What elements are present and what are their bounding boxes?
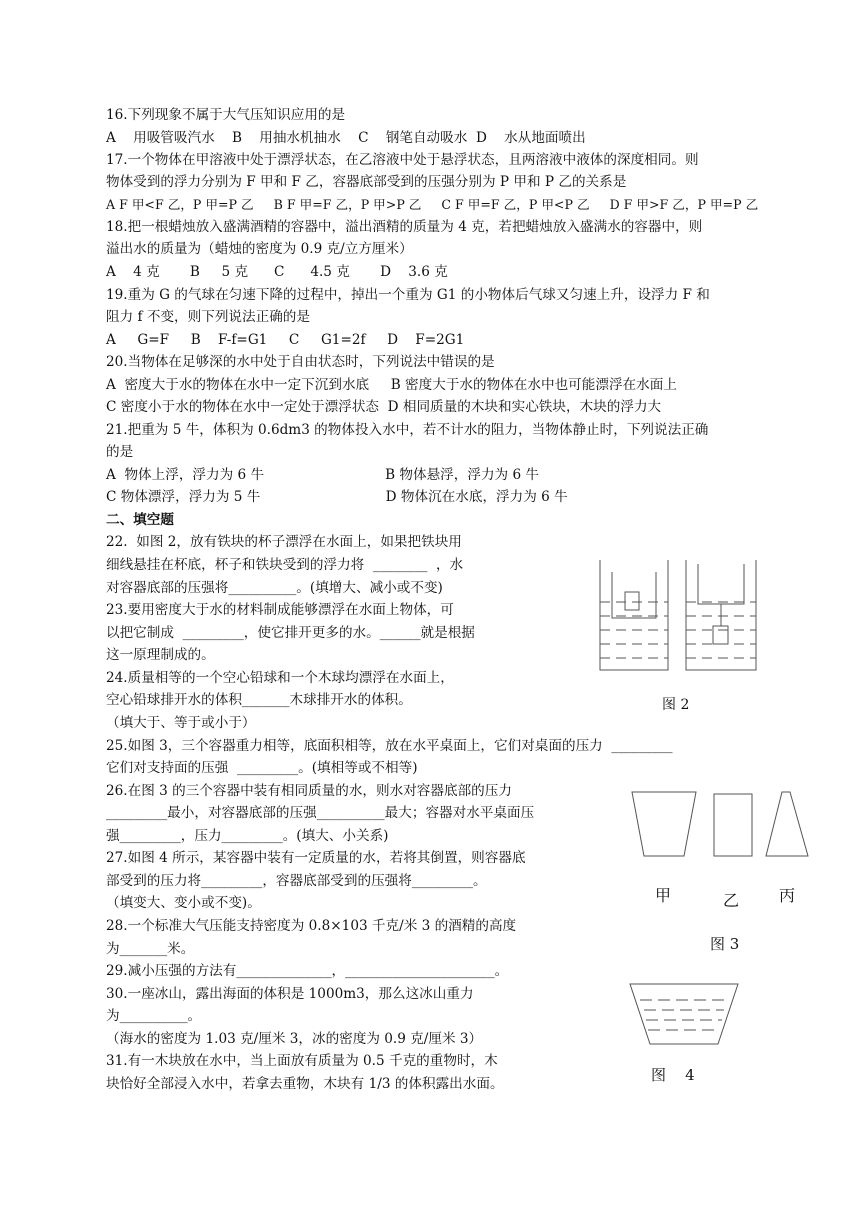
figure-2-diagram (594, 558, 766, 674)
text-line: 溢出水的质量为（蜡烛的密度为 0.9 克/立方厘米） (106, 241, 413, 257)
text-line: （填变大、变小或不变)。 (106, 895, 261, 911)
text-line: 25.如图 3，三个容器重力相等，底面积相等，放在水平桌面上，它们对桌面的压力 _________ (106, 738, 673, 754)
text-line: 28.一个标准大气压能支持密度为 0.8×103 千克/米 3 的酒精的高度 (106, 918, 517, 934)
text-line: 这一原理制成的。 (106, 647, 215, 663)
text-line: （海水的密度为 1.03 克/厘米 3，冰的密度为 0.9 克/厘米 3） (106, 1031, 483, 1047)
text-line: C 密度小于水的物体在水中一定处于漂浮状态 D 相同质量的木块和实心铁块，木块的浮力大 (106, 399, 662, 415)
text-line: 17.一个物体在甲溶液中处于漂浮状态，在乙溶液中处于悬浮状态，且两溶液中液体的深度相同。则 (106, 152, 699, 168)
text-line: 23.要用密度大于水的材料制成能够漂浮在水面上物体，可 (106, 602, 454, 618)
text-line: 27.如图 4 所示，某容器中装有一定质量的水，若将其倒置，则容器底 (106, 850, 526, 866)
figure-3-diagram (630, 788, 812, 862)
text-line: 20.当物体在足够深的水中处于自由状态时，下列说法中错误的是 (106, 354, 495, 370)
text-line: 以把它制成 _________，使它排开更多的水。______就是根据 (106, 625, 475, 641)
container-label-jia: 甲 (655, 886, 672, 905)
text-line: A 用吸管吸汽水 B 用抽水机抽水 C 钢笔自动吸水 D 水从地面喷出 (106, 130, 586, 146)
figure-4-caption: 图 4 (651, 1066, 695, 1084)
text-line: 30.一座冰山，露出海面的体积是 1000m3，那么这冰山重力 (106, 986, 474, 1002)
text-line: 细线悬挂在杯底，杯子和铁块受到的浮力将 ________ ，水 (106, 557, 464, 573)
text-line: A 密度大于水的物体在水中一定下沉到水底 B 密度大于水的物体在水中也可能漂浮在水面上 (106, 377, 677, 393)
text-line: A 4 克 B 5 克 C 4.5 克 D 3.6 克 (106, 264, 448, 280)
text-line: A 物体上浮，浮力为 6 牛 B 物体悬浮，浮力为 6 牛 (106, 467, 540, 483)
text-line: 部受到的压力将_________，容器底部受到的压强将_________。 (106, 873, 487, 889)
text-line: 块恰好全部浸入水中，若拿去重物，木块有 1/3 的体积露出水面。 (106, 1076, 504, 1092)
text-line: 18.把一根蜡烛放入盛满酒精的容器中，溢出酒精的质量为 4 克，若把蜡烛放入盛满水的容器中，则 (106, 219, 703, 235)
text-line: 26.在图 3 的三个容器中装有相同质量的水，则水对容器底部的压力 (106, 783, 512, 799)
text-line: 29.减小压强的方法有______________，______________________。 (106, 963, 509, 979)
text-line: A F 甲<F 乙，P 甲=P 乙 B F 甲=F 乙，P 甲>P 乙 C F 甲=F 乙，P 甲<P 乙 D F 甲>F 乙，P 甲=P 乙 (106, 197, 759, 212)
text-line: 的是 (106, 444, 134, 460)
text-line: 物体受到的浮力分别为 F 甲和 F 乙，容器底部受到的压强分别为 P 甲和 P 乙的关系是 (106, 174, 627, 190)
text-line: 对容器底部的压强将__________。(填增大、减小或不变) (106, 580, 443, 596)
text-line: 22. 如图 2，放有铁块的杯子漂浮在水面上，如果把铁块用 (106, 534, 462, 550)
figure-2-caption: 图 2 (662, 697, 690, 713)
figure-4-diagram (626, 980, 742, 1048)
text-line: （填大于、等于或小于） (106, 715, 256, 731)
text-line: C 物体漂浮，浮力为 5 牛 D 物体沉在水底，浮力为 6 牛 (106, 489, 568, 505)
text-line: 空心铅球排开水的体积_______木球排开水的体积。 (106, 692, 412, 708)
text-line: 它们对支持面的压强 _________。(填相等或不相等) (106, 760, 418, 776)
container-label-yi: 乙 (723, 891, 740, 910)
section-heading: 二、填空题 (106, 512, 174, 528)
text-line: 16.下列现象不属于大气压知识应用的是 (106, 107, 346, 123)
text-line: 阻力 f 不变，则下列说法正确的是 (106, 309, 310, 325)
text-line: 21.把重为 5 牛，体积为 0.6dm3 的物体投入水中，若不计水的阻力，当物体静止时，下列说法正确 (106, 422, 709, 438)
text-line: 强_________，压力_________。(填大、小关系) (106, 828, 389, 844)
text-line: 19.重为 G 的气球在匀速下降的过程中，掉出一个重为 G1 的小物体后气球又匀速上升，设浮力 F 和 (106, 287, 710, 303)
figure-3-caption: 图 3 (710, 935, 740, 953)
text-line: A G=F B F-f=G1 C G1=2f D F=2G1 (106, 332, 465, 348)
container-label-bing: 丙 (779, 886, 796, 905)
text-line: 为_______米。 (106, 941, 195, 957)
text-line: 31.有一木块放在水中，当上面放有质量为 0.5 千克的重物时，木 (106, 1053, 498, 1069)
text-line: _________最小，对容器底部的压强__________最大；容器对水平桌面压 (106, 805, 535, 821)
text-line: 为__________。 (106, 1008, 202, 1024)
text-line: 24.质量相等的一个空心铅球和一个木球均漂浮在水面上， (106, 670, 454, 686)
